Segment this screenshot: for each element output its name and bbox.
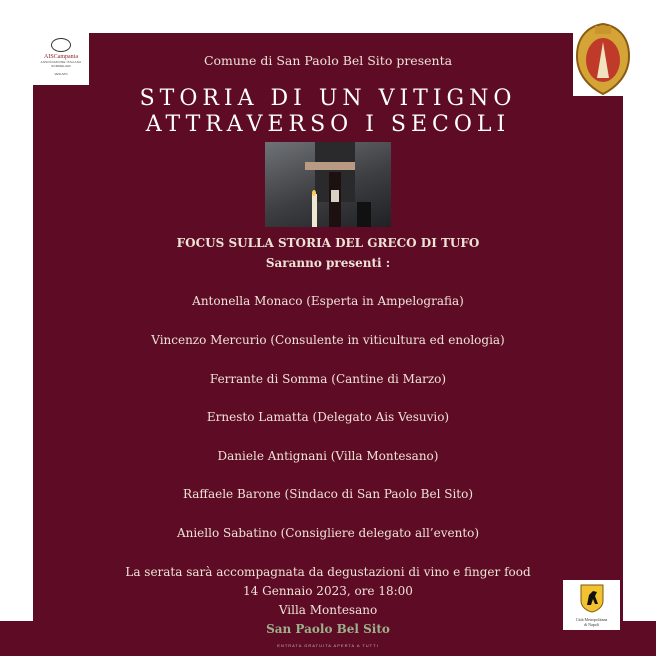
speaker-item: Ernesto Lamatta (Delegato Ais Vesuvio) (206, 410, 450, 424)
free-entry-note: ENTRATA GRATUITA APERTA A TUTTI (277, 643, 379, 648)
ais-name: AISCampania (44, 54, 78, 60)
title-line-1: STORIA DI UN VITIGNO (139, 86, 517, 111)
speaker-item: Vincenzo Mercurio (Consulente in viticultura ed enologia) (151, 333, 505, 347)
presenter-line: Comune di San Paolo Bel Sito presenta (203, 53, 453, 68)
wine-photo (265, 142, 391, 227)
ais-emblem-icon (51, 38, 71, 52)
intro-line: Saranno presenti : (265, 256, 391, 270)
wine-bottle-image (265, 142, 391, 227)
tasting-note: La serata sarà accompagnata da degustazioni di vino e finger food (125, 565, 531, 579)
speaker-item: Antonella Monaco (Esperta in Ampelografia) (192, 294, 464, 308)
event-title (0, 86, 656, 138)
speaker-item: Aniello Sabatino (Consigliere delegato all’evento) (176, 526, 480, 540)
event-venue: Villa Montesano (278, 603, 378, 617)
metro-line-2: di Napoli (584, 622, 599, 627)
speaker-item: Daniele Antignani (Villa Montesano) (217, 449, 439, 463)
speaker-item: Raffaele Barone (Sindaco di San Paolo Bel Sito) (182, 487, 474, 501)
ais-subtitle: ASSOCIAZIONE ITALIANA SOMMELIER (40, 60, 82, 68)
title-line-2: ATTRAVERSO I SECOLI (145, 112, 511, 137)
ais-delegation: VESUVIO (54, 72, 68, 76)
event-town: San Paolo Bel Sito (266, 622, 390, 636)
focus-heading: FOCUS SULLA STORIA DEL GRECO DI TUFO (176, 236, 480, 250)
speaker-item: Ferrante di Somma (Cantine di Marzo) (209, 372, 447, 386)
event-date: 14 Gennaio 2023, ore 18:00 (243, 584, 413, 598)
metro-line-1: Città Metropolitana (575, 617, 608, 622)
